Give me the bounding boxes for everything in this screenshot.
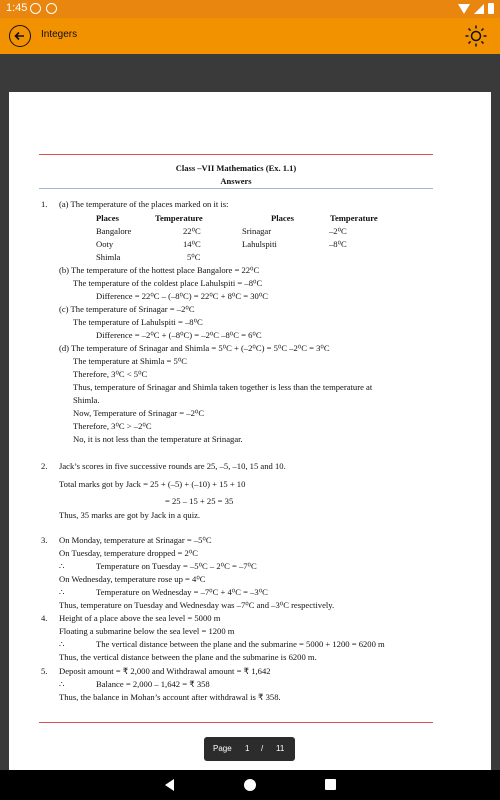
answer-line: Thus, temperature on Tuesday and Wednesday was –7⁰C and –3⁰C respectively. <box>59 600 335 610</box>
wifi-icon <box>458 4 470 14</box>
answer-line: Shimla. <box>73 395 100 405</box>
table-header: Temperature <box>330 213 378 223</box>
arrow-left-icon <box>14 30 26 42</box>
table-header: Places <box>96 213 119 223</box>
answer-line: Thus, 35 marks are got by Jack in a quiz. <box>59 510 201 520</box>
question-number: 4. <box>41 613 48 623</box>
status-bar <box>0 0 500 18</box>
answer-line: On Tuesday, temperature dropped = 2⁰C <box>59 548 199 558</box>
question-number: 2. <box>41 461 48 471</box>
answer-line: The vertical distance between the plane and the submarine = 5000 + 1200 = 6200 m <box>96 639 385 649</box>
answer-line: Now, Temperature of Srinagar = –2⁰C <box>73 408 205 418</box>
table-header: Temperature <box>155 213 203 223</box>
total-pages: 11 <box>276 744 285 753</box>
answer-line: Floating a submarine below the sea level = 1200 m <box>59 626 235 636</box>
sync-icon <box>30 3 41 14</box>
table-cell: Lahulspiti <box>242 239 277 249</box>
answer-line: = 25 – 15 + 25 = 35 <box>165 496 234 506</box>
nav-back-icon[interactable] <box>165 779 174 791</box>
table-cell: 22⁰C <box>183 226 201 236</box>
answer-line: Therefore, 3⁰C > –2⁰C <box>73 421 152 431</box>
answer-line: Height of a place above the sea level = 5000 m <box>59 613 221 623</box>
answer-line: Deposit amount = ₹ 2,000 and Withdrawal amount = ₹ 1,642 <box>59 666 271 676</box>
answer-line: Temperature on Tuesday = –5⁰C – 2⁰C = –7⁰C <box>96 561 257 571</box>
answer-line: (c) The temperature of Srinagar = –2⁰C <box>59 304 195 314</box>
answer-line: (d) The temperature of Srinagar and Shimla = 5⁰C + (–2⁰C) = 5⁰C –2⁰C = 3⁰C <box>59 343 330 353</box>
back-button[interactable] <box>9 25 31 47</box>
brightness-icon[interactable] <box>464 24 488 48</box>
document-subheading: Answers <box>220 176 252 186</box>
answer-line: (b) The temperature of the hottest place Bangalore = 22⁰C <box>59 265 260 275</box>
document-heading: Class –VII Mathematics (Ex. 1.1) <box>175 163 297 173</box>
table-header: Places <box>271 213 294 223</box>
table-cell: –8⁰C <box>329 239 347 249</box>
answer-line: On Wednesday, temperature rose up = 4⁰C <box>59 574 206 584</box>
notification-icon <box>46 3 57 14</box>
answer-line: Balance = 2,000 – 1,642 = ₹ 358 <box>96 679 210 689</box>
answer-line: The temperature of the coldest place Lahulspiti = –8⁰C <box>73 278 263 288</box>
nav-recents-icon[interactable] <box>325 779 336 790</box>
answer-line: Therefore, 3⁰C < 5⁰C <box>73 369 148 379</box>
answer-line: Thus, the vertical distance between the plane and the submarine is 6200 m. <box>59 652 317 662</box>
page-title: Integers <box>41 29 78 40</box>
answer-line: No, it is not less than the temperature at Srinagar. <box>73 434 243 444</box>
question-number: 3. <box>41 535 48 545</box>
page-label: Page <box>213 744 232 753</box>
answer-line: On Monday, temperature at Srinagar = –5⁰C <box>59 535 212 545</box>
question-number: 5. <box>41 666 48 676</box>
answer-line: Jack’s scores in five successive rounds are 25, –5, –10, 15 and 10. <box>59 461 286 471</box>
table-cell: Srinagar <box>242 226 272 236</box>
current-page: 1 <box>245 744 250 753</box>
answer-line: Thus, temperature of Srinagar and Shimla taken together is less than the temperature at <box>73 382 373 392</box>
table-cell: –2⁰C <box>329 226 347 236</box>
battery-icon <box>488 3 494 14</box>
heading-rule <box>39 188 433 189</box>
table-cell: 5⁰C <box>187 252 201 262</box>
therefore-symbol: ∴ <box>59 679 65 689</box>
answer-line: Total marks got by Jack = 25 + (–5) + (–10) + 15 + 10 <box>59 479 246 489</box>
header-rule <box>39 154 433 155</box>
table-cell: Bangalore <box>96 226 132 236</box>
status-time: 1:45 <box>6 2 28 14</box>
answer-line: The temperature at Shimla = 5⁰C <box>73 356 188 366</box>
therefore-symbol: ∴ <box>59 587 65 597</box>
table-cell: Ooty <box>96 239 114 249</box>
answer-line: Difference = 22⁰C – (–8⁰C) = 22⁰C + 8⁰C = 30⁰C <box>96 291 269 301</box>
table-cell: 14⁰C <box>183 239 201 249</box>
table-cell: Shimla <box>96 252 121 262</box>
page-separator: / <box>261 744 264 753</box>
answer-line: The temperature of Lahulspiti = –8⁰C <box>73 317 203 327</box>
page-indicator[interactable] <box>204 737 295 761</box>
therefore-symbol: ∴ <box>59 561 65 571</box>
answer-line: (a) The temperature of the places marked on it is: <box>59 199 229 209</box>
nav-home-icon[interactable] <box>244 779 256 791</box>
navigation-bar <box>0 770 500 800</box>
app-bar <box>0 18 500 54</box>
signal-icon <box>474 4 484 14</box>
footer-rule <box>39 722 433 723</box>
status-icons <box>458 3 494 14</box>
answer-line: Temperature on Wednesday = –7⁰C + 4⁰C = –3⁰C <box>96 587 268 597</box>
answer-line: Difference = –2⁰C + (–8⁰C) = –2⁰C –8⁰C = 6⁰C <box>96 330 262 340</box>
document-page[interactable] <box>9 92 491 792</box>
question-number: 1. <box>41 199 48 209</box>
therefore-symbol: ∴ <box>59 639 65 649</box>
answer-line: Thus, the balance in Mohan’s account after withdrawal is ₹ 358. <box>59 692 281 702</box>
